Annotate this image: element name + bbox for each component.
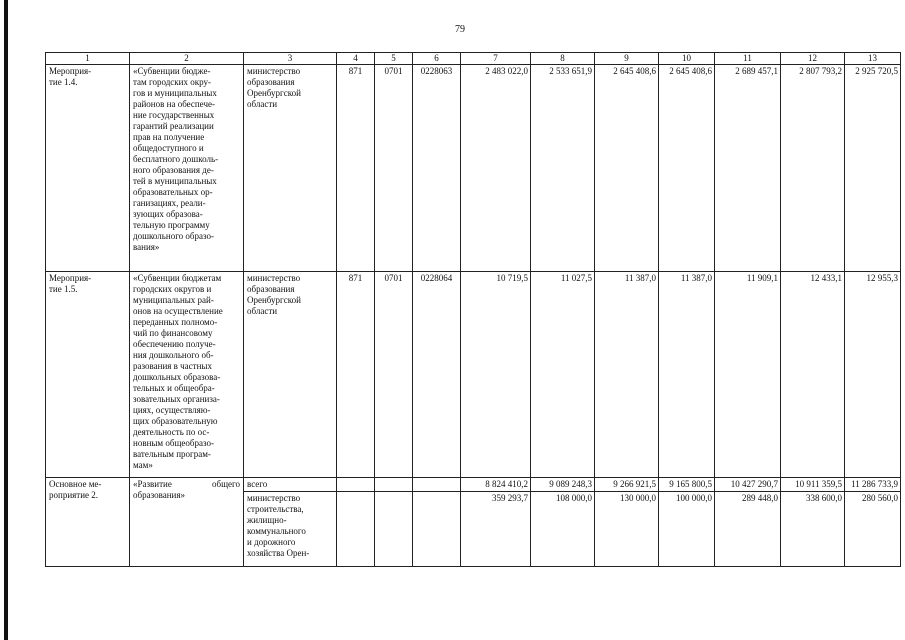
- value-cell: 8 824 410,2: [461, 478, 531, 492]
- column-header: 3: [244, 53, 337, 65]
- event-name-cell: Мероприя- тие 1.5.: [46, 272, 130, 478]
- column-header: 11: [715, 53, 781, 65]
- grbs-cell: 871: [337, 65, 375, 272]
- value-cell: 108 000,0: [531, 492, 595, 567]
- value-cell: 280 560,0: [845, 492, 901, 567]
- value-cell: 2 533 651,9: [531, 65, 595, 272]
- csr-cell: [413, 478, 461, 492]
- value-cell: 11 027,5: [531, 272, 595, 478]
- column-header: 13: [845, 53, 901, 65]
- page-number: 79: [455, 24, 465, 35]
- value-cell: 2 645 408,6: [595, 65, 659, 272]
- column-header: 5: [375, 53, 413, 65]
- rzpr-cell: 0701: [375, 272, 413, 478]
- value-cell: 11 286 733,9: [845, 478, 901, 492]
- rzpr-cell: [375, 478, 413, 492]
- table-row: [46, 272, 901, 478]
- total-label-cell: всего: [244, 478, 337, 492]
- value-cell: 12 955,3: [845, 272, 901, 478]
- value-cell: 338 600,0: [781, 492, 845, 567]
- event-description-cell: «Субвенции бюдже- там городских окру- гов и муниципальных районов на обеспече- ние государственных гарантий реализации прав на получение общедоступного и бесплатного дошколь- ного образования де- тей в муниципальных образовательных ор- ганизациях, реали- зующих образова- тельную программу дошкольного образо- вания»: [130, 65, 244, 272]
- executor-cell: министерство образования Оренбургской области: [244, 272, 337, 478]
- value-cell: 2 689 457,1: [715, 65, 781, 272]
- rzpr-cell: 0701: [375, 65, 413, 272]
- column-header: 9: [595, 53, 659, 65]
- value-cell: 10 427 290,7: [715, 478, 781, 492]
- column-header: 12: [781, 53, 845, 65]
- description-word: «Развитие: [133, 479, 172, 489]
- rzpr-cell: [375, 492, 413, 567]
- value-cell: 10 911 359,5: [781, 478, 845, 492]
- description-word: общего: [212, 479, 240, 489]
- value-cell: 9 165 800,5: [659, 478, 715, 492]
- header-row: [46, 53, 901, 65]
- event-description-cell: [130, 478, 244, 567]
- executor-cell: министерство образования Оренбургской области: [244, 65, 337, 272]
- value-cell: 9 089 248,3: [531, 478, 595, 492]
- left-margin-rule: [4, 0, 8, 640]
- event-description-line: [133, 479, 240, 490]
- column-header: 6: [413, 53, 461, 65]
- value-cell: 2 807 793,2: [781, 65, 845, 272]
- value-cell: 2 483 022,0: [461, 65, 531, 272]
- column-header: 1: [46, 53, 130, 65]
- event-name-cell: Мероприя- тие 1.4.: [46, 65, 130, 272]
- table-row: [46, 478, 901, 492]
- csr-cell: 0228063: [413, 65, 461, 272]
- value-cell: 359 293,7: [461, 492, 531, 567]
- value-cell: 9 266 921,5: [595, 478, 659, 492]
- event-description-line: образования»: [133, 490, 185, 500]
- executor-cell: министерство строительства, жилищно- коммунального и дорожного хозяйства Орен-: [244, 492, 337, 567]
- column-header: 2: [130, 53, 244, 65]
- column-header: 10: [659, 53, 715, 65]
- column-header: 8: [531, 53, 595, 65]
- value-cell: 289 448,0: [715, 492, 781, 567]
- csr-cell: 0228064: [413, 272, 461, 478]
- event-name-cell: [46, 478, 130, 567]
- value-cell: 10 719,5: [461, 272, 531, 478]
- value-cell: 11 387,0: [595, 272, 659, 478]
- event-description-cell: «Субвенции бюджетам городских округов и муниципальных рай- онов на осуществление переданных полномо- чий по финансовому обеспечению получе- ния дошкольного об- разования в частных дошкольных образова- тельных и общеобра- зовательных организа- циях, осуществляю- щих образовательную деятельность по ос- новным общеобразо- вательным програм- мам»: [130, 272, 244, 478]
- value-cell: 100 000,0: [659, 492, 715, 567]
- value-cell: 11 387,0: [659, 272, 715, 478]
- budget-table: [45, 52, 901, 567]
- value-cell: 12 433,1: [781, 272, 845, 478]
- column-header: 4: [337, 53, 375, 65]
- csr-cell: [413, 492, 461, 567]
- value-cell: 2 925 720,5: [845, 65, 901, 272]
- value-cell: 130 000,0: [595, 492, 659, 567]
- grbs-cell: [337, 478, 375, 492]
- column-header: 7: [461, 53, 531, 65]
- grbs-cell: 871: [337, 272, 375, 478]
- table-row: [46, 65, 901, 272]
- grbs-cell: [337, 492, 375, 567]
- event-name-line: Основное ме-: [49, 479, 102, 489]
- event-name-line: роприятие 2.: [49, 490, 99, 500]
- value-cell: 11 909,1: [715, 272, 781, 478]
- value-cell: 2 645 408,6: [659, 65, 715, 272]
